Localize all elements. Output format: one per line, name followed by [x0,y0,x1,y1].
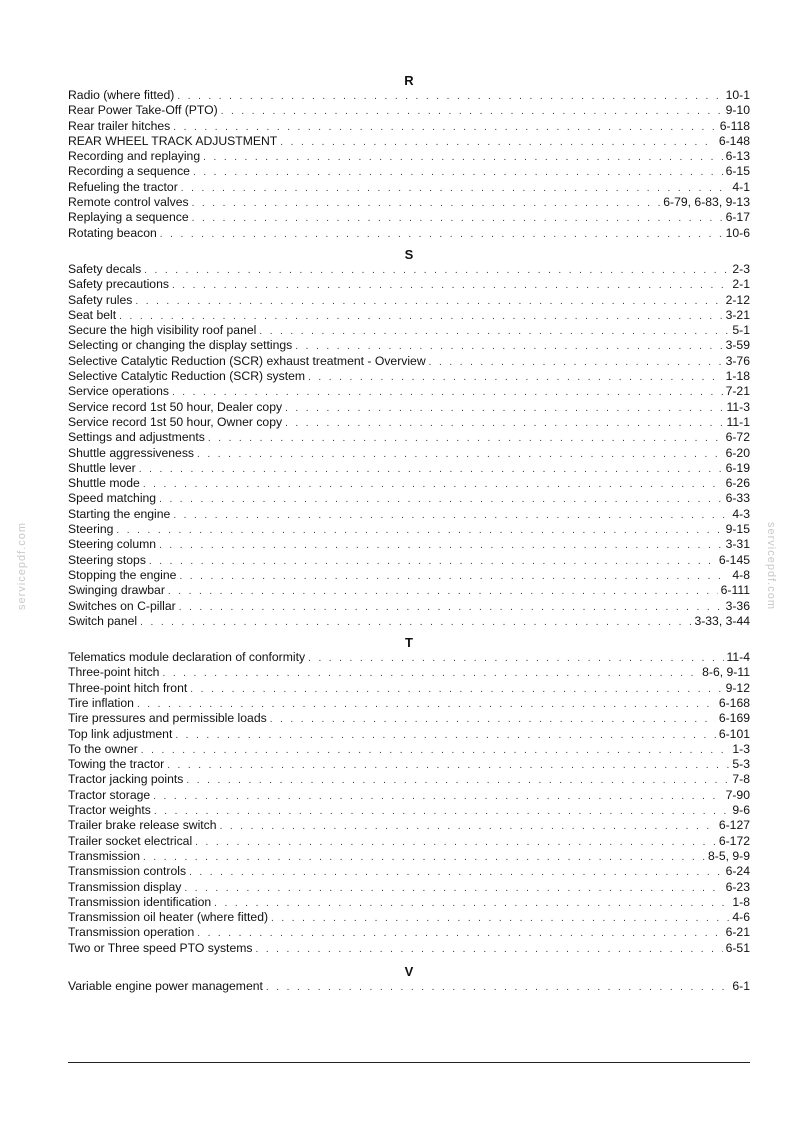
entry-page: 6-19 [725,460,750,475]
index-entry[interactable] [68,727,750,742]
entry-page: 10-1 [725,88,750,102]
entry-page: 7-21 [725,384,750,399]
entry-title: Selecting or changing the display settings [68,338,293,353]
dot-leader [135,294,722,309]
entry-page: 9-15 [725,522,750,537]
index-entry[interactable] [68,476,750,491]
index-entry[interactable] [68,430,750,445]
index-entry[interactable] [68,119,750,134]
dot-leader [285,416,723,431]
dot-leader [139,462,723,477]
index-section [68,73,750,241]
dot-leader [173,120,716,135]
entry-page: 3-76 [725,353,750,368]
entry-title: Trailer socket electrical [68,833,193,848]
index-entry[interactable] [68,599,750,614]
entry-page: 6-13 [725,149,750,164]
entry-page: 6-172 [718,833,750,848]
entry-title: Transmission oil heater (where fitted) [68,910,269,925]
dot-leader [189,865,723,880]
entry-title: Shuttle lever [68,460,136,475]
entry-page: 6-33 [725,491,750,506]
entry-page: 11-4 [726,650,750,665]
index-entry[interactable] [68,338,750,353]
entry-title: Two or Three speed PTO systems [68,940,253,955]
entry-title: Tire inflation [68,695,134,710]
dot-leader [429,355,723,370]
section-letter: T [405,635,413,651]
entry-title: Replaying a sequence [68,210,189,225]
dot-leader [153,789,722,804]
entry-page: 7-90 [725,787,750,802]
index-entry[interactable] [68,772,750,787]
entry-title: Transmission operation [68,925,195,940]
entry-title: Telematics module declaration of conformity [68,650,306,665]
entry-title: Switch panel [68,613,138,628]
entry-title: Stopping the engine [68,567,177,582]
dot-leader [221,104,723,119]
index-entry[interactable] [68,491,750,506]
entry-page: 2-1 [732,277,750,292]
entry-page: 6-101 [718,726,750,741]
dot-leader [195,835,716,850]
entry-page: 6-17 [725,210,750,225]
dot-leader [197,447,723,462]
dot-leader [154,804,730,819]
entry-title: Service record 1st 50 hour, Owner copy [68,414,283,429]
entry-title: Service operations [68,384,169,399]
index-entry[interactable] [68,650,750,665]
index-entry[interactable] [68,757,750,772]
index-entry[interactable] [68,400,750,415]
entry-title: Safety precautions [68,277,169,292]
dot-leader [259,324,729,339]
index-entry[interactable] [68,103,750,118]
entry-title: Switches on C-pillar [68,598,176,613]
dot-leader [175,728,716,743]
entry-title: Safety decals [68,261,142,276]
entry-title: Starting the engine [68,506,171,521]
dot-leader [197,926,722,941]
entry-page: 3-59 [725,338,750,353]
entry-title: To the owner [68,741,138,756]
entry-title: Selective Catalytic Reduction (SCR) system [68,369,306,384]
dot-leader [116,523,722,538]
dot-leader [270,712,716,727]
entry-title: Service record 1st 50 hour, Dealer copy [68,399,283,414]
dot-leader [144,263,729,278]
entry-title: Recording a sequence [68,164,190,179]
index-entry[interactable] [68,195,750,210]
entry-page: 6-15 [725,164,750,179]
entry-title: Steering column [68,537,157,552]
dot-leader [159,538,723,553]
section-letter: R [404,73,414,88]
index-entry[interactable] [68,665,750,680]
index-entry[interactable] [68,210,750,225]
entry-title: Steering stops [68,552,146,567]
entry-title: Speed matching [68,491,157,506]
entry-page: 3-31 [725,537,750,552]
dot-leader [192,211,723,226]
entry-title: Swinging drawbar [68,583,165,598]
dot-leader [137,697,716,712]
index-entry[interactable] [68,895,750,910]
entry-page: 3-33, 3-44 [694,613,750,628]
entry-title: Selective Catalytic Reduction (SCR) exhaust treatment - Overview [68,353,426,368]
index-section [68,635,750,956]
entry-title: Trailer brake release switch [68,818,217,833]
index-entry[interactable] [68,818,750,833]
index-entry[interactable] [68,323,750,338]
index-entry[interactable] [68,568,750,583]
entry-page: 4-1 [732,179,750,194]
entry-page: 6-118 [719,118,750,133]
index-section [68,247,750,629]
entry-title: Transmission [68,848,141,863]
entry-page: 11-1 [726,414,750,429]
index-entry[interactable] [68,277,750,292]
entry-page: 6-1 [732,979,750,994]
index-entry[interactable] [68,537,750,552]
dot-leader [141,743,730,758]
dot-leader [159,492,723,507]
entry-title: Rotating beacon [68,225,157,240]
index-entry[interactable] [68,742,750,757]
dot-leader [214,896,729,911]
entry-page: 6-148 [718,133,750,148]
index-entry[interactable] [68,164,750,179]
dot-leader [308,370,723,385]
entry-title: Tractor jacking points [68,772,184,787]
dot-leader [177,89,722,104]
entry-page: 6-26 [725,476,750,491]
entry-page: 6-21 [725,925,750,940]
entry-page: 6-20 [725,445,750,460]
dot-leader [308,651,723,666]
index-entry[interactable] [68,180,750,195]
index-entry[interactable] [68,354,750,369]
dot-leader [186,773,729,788]
entry-page: 4-3 [732,506,750,521]
dot-leader [192,196,661,211]
index-entry[interactable] [68,681,750,696]
entry-page: 9-6 [732,803,750,818]
dot-leader [266,980,729,995]
watermark-right: servicepdf.com [764,522,777,610]
index-entry[interactable] [68,149,750,164]
entry-title: Three-point hitch [68,665,160,680]
entry-page: 6-79, 6-83, 9-13 [663,195,750,210]
entry-title: Tractor storage [68,787,151,802]
entry-page: 6-51 [725,940,750,955]
dot-leader [119,309,722,324]
dot-leader [140,615,691,630]
index-entry[interactable] [68,384,750,399]
entry-page: 4-6 [732,910,750,925]
dot-leader [193,165,723,180]
index-entry[interactable] [68,415,750,430]
entry-page: 6-168 [718,695,750,710]
entry-page: 1-18 [725,369,750,384]
watermark-left: servicepdf.com [15,522,28,610]
index-entry[interactable] [68,293,750,308]
dot-leader [280,135,716,150]
entry-title: Rear trailer hitches [68,118,171,133]
entry-page: 8-6, 9-11 [702,665,750,680]
section-letter: S [404,246,414,262]
entry-page: 6-111 [720,583,750,598]
dot-leader [168,584,718,599]
index-entry[interactable] [68,522,750,537]
dot-leader [255,942,722,957]
entry-page: 6-145 [718,552,750,567]
entry-page: 5-1 [732,323,750,338]
dot-leader [172,385,723,400]
entry-page: 3-21 [725,307,750,322]
dot-leader [143,477,723,492]
entry-page: 1-3 [732,741,750,756]
entry-title: Variable engine power management [68,979,263,994]
index-entry[interactable] [68,803,750,818]
entry-title: Shuttle mode [68,476,140,491]
entry-title: Tire pressures and permissible loads [68,711,267,726]
entry-page: 9-10 [725,103,750,118]
entry-page: 8-5, 9-9 [707,848,750,863]
entry-title: Shuttle aggressiveness [68,445,195,460]
dot-leader [173,508,729,523]
index-entry[interactable] [68,834,750,849]
index-entry[interactable] [68,134,750,149]
entry-page: 6-72 [725,430,750,445]
entry-page: 5-3 [732,757,750,772]
dot-leader [167,758,729,773]
entry-page: 3-36 [725,598,750,613]
entry-title: Secure the high visibility roof panel [68,323,257,338]
dot-leader [160,227,723,242]
index-entry[interactable] [68,308,750,323]
index-entry[interactable] [68,864,750,879]
entry-page: 2-3 [732,261,750,276]
entry-page: 9-12 [725,680,750,695]
index-entry[interactable] [68,880,750,895]
dot-leader [285,401,723,416]
dot-leader [220,819,716,834]
index-entry[interactable] [68,614,750,629]
index-entry[interactable] [68,553,750,568]
index-entry[interactable] [68,88,750,103]
index-entry[interactable] [68,583,750,598]
dot-leader [179,569,729,584]
entry-page: 6-23 [725,879,750,894]
dot-leader [149,554,716,569]
dot-leader [295,339,722,354]
entry-title: Towing the tractor [68,757,165,772]
entry-page: 7-8 [732,772,750,787]
index-list [68,73,750,994]
entry-page: 6-127 [718,818,750,833]
entry-title: Three-point hitch front [68,680,188,695]
index-entry[interactable] [68,910,750,925]
index-entry[interactable] [68,369,750,384]
entry-title: Top link adjustment [68,726,173,741]
dot-leader [203,150,722,165]
entry-page: 6-169 [718,711,750,726]
index-entry[interactable] [68,262,750,277]
dot-leader [184,881,722,896]
entry-page: 11-3 [726,399,750,414]
entry-title: Tractor weights [68,803,151,818]
dot-leader [179,600,723,615]
index-entry[interactable] [68,849,750,864]
index-entry[interactable] [68,696,750,711]
entry-title: Refueling the tractor [68,179,178,194]
dot-leader [162,666,699,681]
index-entry[interactable] [68,711,750,726]
footer-rule [68,1062,750,1063]
index-entry[interactable] [68,788,750,803]
dot-leader [190,682,722,697]
index-entry[interactable] [68,979,750,994]
dot-leader [208,431,723,446]
index-entry[interactable] [68,925,750,940]
entry-title: Rear Power Take-Off (PTO) [68,103,218,118]
entry-title: Transmission display [68,879,182,894]
section-letter: V [404,964,414,980]
entry-title: Safety rules [68,292,133,307]
entry-page: 10-6 [725,225,750,240]
index-entry[interactable] [68,941,750,956]
entry-title: Remote control valves [68,195,189,210]
entry-title: Radio (where fitted) [68,88,175,102]
index-entry[interactable] [68,507,750,522]
index-entry[interactable] [68,226,750,241]
index-entry[interactable] [68,446,750,461]
entry-title: Settings and adjustments [68,430,205,445]
dot-leader [271,911,729,926]
entry-title: Transmission identification [68,894,212,909]
index-section [68,964,750,994]
entry-title: Transmission controls [68,864,187,879]
dot-leader [143,850,705,865]
dot-leader [172,278,729,293]
entry-title: Recording and replaying [68,149,201,164]
entry-title: Seat belt [68,307,117,322]
entry-title: Steering [68,522,114,537]
entry-page: 4-8 [732,567,750,582]
dot-leader [181,181,730,196]
entry-page: 6-24 [725,864,750,879]
entry-title: REAR WHEEL TRACK ADJUSTMENT [68,133,278,148]
entry-page: 1-8 [732,894,750,909]
index-entry[interactable] [68,461,750,476]
entry-page: 2-12 [725,292,750,307]
